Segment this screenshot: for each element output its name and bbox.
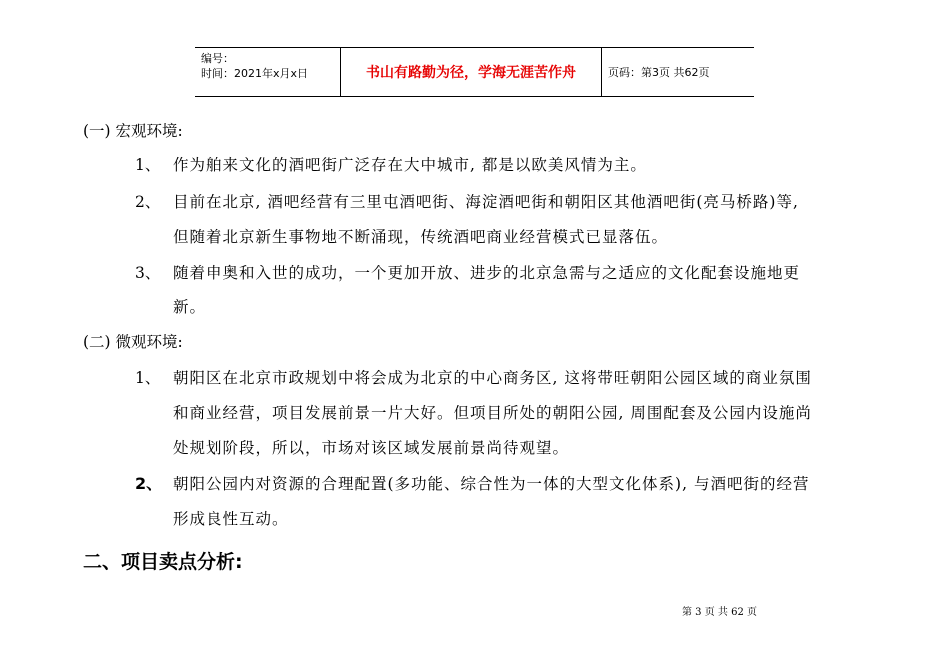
list-item-number: 1、 bbox=[135, 156, 161, 174]
section-title-macro: (一) 宏观环境: bbox=[83, 122, 183, 140]
page-header bbox=[195, 47, 754, 97]
paragraph-line: 随着申奥和入世的成功，一个更加开放、进步的北京急需与之适应的文化配套设施地更 bbox=[173, 264, 801, 282]
paragraph-line: 朝阳公园内对资源的合理配置(多功能、综合性为一体的大型文化体系), 与酒吧街的经营 bbox=[173, 475, 810, 493]
paragraph-line: 目前在北京, 酒吧经营有三里屯酒吧街、海淀酒吧街和朝阳区其他酒吧街(亮马桥路)等, bbox=[173, 193, 799, 211]
paragraph-line: 新。 bbox=[173, 298, 207, 316]
list-item-number: 1、 bbox=[135, 369, 161, 387]
list-item-number: 2、 bbox=[135, 474, 163, 493]
header-info-cell bbox=[195, 48, 340, 96]
paragraph-line: 作为舶来文化的酒吧街广泛存在大中城市, 都是以欧美风情为主。 bbox=[173, 156, 647, 174]
paragraph-line: 朝阳区在北京市政规划中将会成为北京的中心商务区, 这将带旺朝阳公园区域的商业氛围 bbox=[173, 369, 812, 387]
paragraph-line: 但随着北京新生事物地不断涌现，传统酒吧商业经营模式已显落伍。 bbox=[173, 228, 669, 246]
paragraph-line: 处规划阶段，所以，市场对该区域发展前景尚待观望。 bbox=[173, 439, 570, 457]
paragraph-line: 形成良性互动。 bbox=[173, 510, 289, 528]
header-date: 时间：2021年x月x日 bbox=[201, 67, 309, 80]
page-footer: 第 3 页 共 62 页 bbox=[682, 607, 757, 618]
list-item-number: 3、 bbox=[135, 264, 161, 282]
heading-selling-points: 二、项目卖点分析: bbox=[83, 551, 243, 573]
header-page-number: 页码：第3页 共62页 bbox=[608, 66, 710, 79]
paragraph-line: 和商业经营，项目发展前景一片大好。但项目所处的朝阳公园, 周围配套及公园内设施尚 bbox=[173, 404, 812, 422]
list-item-number: 2、 bbox=[135, 193, 161, 211]
header-number-label: 编号： bbox=[201, 52, 234, 65]
section-title-micro: (二) 微观环境: bbox=[83, 333, 183, 351]
header-slogan: 书山有路勤为径，学海无涯苦作舟 bbox=[340, 48, 602, 96]
